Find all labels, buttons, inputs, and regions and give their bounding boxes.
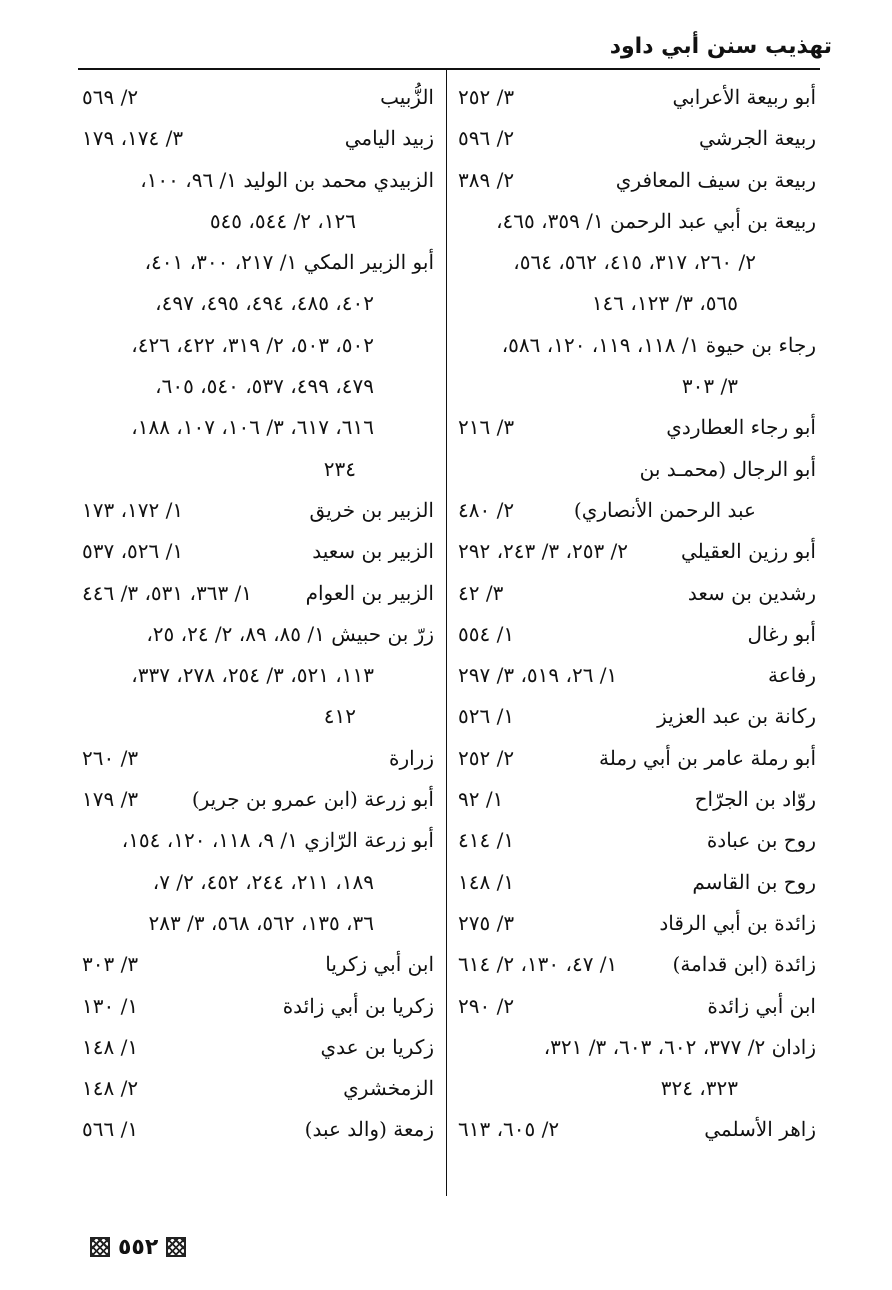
index-entry bbox=[82, 201, 434, 242]
index-entry bbox=[82, 1068, 434, 1109]
entry-references: ١/ ٥٢٦، ٥٣٧ bbox=[82, 539, 184, 564]
index-entry bbox=[82, 283, 434, 324]
index-entry bbox=[82, 531, 434, 572]
entry-name: الزبير بن سعيد bbox=[312, 539, 434, 564]
index-entry bbox=[458, 614, 816, 655]
entry-references: ١/ ٤١٤ bbox=[458, 828, 515, 853]
entry-references: ٣/ ٤٢ bbox=[458, 580, 504, 605]
entry-name: ١٢٦، ٢/ ٥٤٤، ٥٤٥ bbox=[209, 208, 356, 233]
entry-name: أبو ربيعة الأعرابي bbox=[672, 85, 816, 109]
entry-name: أبو الرجال (محمـد بن bbox=[639, 456, 816, 481]
index-entry bbox=[82, 820, 434, 861]
entry-name: زكريا بن أبي زائدة bbox=[282, 993, 434, 1018]
entry-name: ٣٢٣، ٣٢٤ bbox=[660, 1076, 738, 1101]
entry-name: روح بن القاسم bbox=[692, 869, 816, 894]
index-entry bbox=[458, 366, 816, 407]
index-entry bbox=[458, 820, 816, 861]
index-entry bbox=[458, 986, 816, 1027]
entry-name: ٢/ ٢٦٠، ٣١٧، ٤١٥، ٥٦٢، ٥٦٤، bbox=[513, 250, 756, 275]
entry-references: ٢/ ٢٩٠ bbox=[458, 993, 515, 1018]
entry-name: ٣٦، ١٣٥، ٥٦٢، ٥٦٨، ٣/ ٢٨٣ bbox=[148, 910, 374, 935]
entry-name: رشدين بن سعد bbox=[687, 580, 816, 605]
entry-name: ٤٠٢، ٤٨٥، ٤٩٤، ٤٩٥، ٤٩٧، bbox=[155, 291, 374, 316]
ornament-icon bbox=[90, 1237, 110, 1257]
entry-name: زبيد اليامي bbox=[344, 126, 434, 151]
entry-name: ١١٣، ٥٢١، ٣/ ٢٥٤، ٢٧٨، ٣٣٧، bbox=[131, 663, 374, 688]
page-number: ٥٥٢ bbox=[118, 1234, 159, 1260]
entry-name: أبو رجاء العطاردي bbox=[666, 415, 816, 440]
entry-name: زرّ بن حبيش ١/ ٨٥، ٨٩، ٢/ ٢٤، ٢٥، bbox=[146, 621, 434, 646]
entry-name: زكريا بن عدي bbox=[320, 1034, 434, 1059]
column-divider bbox=[446, 70, 447, 1196]
entry-name: عبد الرحمن الأنصاري) bbox=[573, 497, 756, 522]
entry-name: ركانة بن عبد العزيز bbox=[657, 704, 816, 729]
index-entry bbox=[82, 614, 434, 655]
entry-name: ٤٧٩، ٤٩٩، ٥٣٧، ٥٤٠، ٦٠٥، bbox=[155, 374, 374, 399]
index-entry bbox=[458, 779, 816, 820]
index-entry bbox=[82, 862, 434, 903]
index-column-right bbox=[458, 77, 816, 1151]
index-entry bbox=[458, 903, 816, 944]
index-entry bbox=[82, 160, 434, 201]
entry-references: ٢/ ١٤٨ bbox=[82, 1076, 139, 1101]
entry-references: ١/ ٥٥٤ bbox=[458, 621, 515, 646]
entry-references: ٢/ ٢٥٣، ٣/ ٢٤٣، ٢٩٢ bbox=[458, 539, 629, 564]
entry-name: ابن أبي زكريا bbox=[325, 952, 434, 977]
entry-name: ٦١٦، ٦١٧، ٣/ ١٠٦، ١٠٧، ١٨٨، bbox=[131, 415, 374, 440]
index-entry bbox=[82, 242, 434, 283]
entry-name: الزبيدي محمد بن الوليد ١/ ٩٦، ١٠٠، bbox=[140, 167, 434, 192]
entry-name: زادان ٢/ ٣٧٧، ٦٠٢، ٦٠٣، ٣/ ٣٢١، bbox=[543, 1034, 816, 1059]
entry-references: ٢/ ٥٦٩ bbox=[82, 85, 139, 109]
entry-name: ربيعة بن سيف المعافري bbox=[615, 167, 816, 192]
index-entry bbox=[458, 1027, 816, 1068]
index-entry bbox=[458, 862, 816, 903]
index-entry bbox=[82, 779, 434, 820]
entry-name: ابن أبي زائدة bbox=[707, 993, 816, 1018]
index-entry bbox=[82, 366, 434, 407]
index-entry bbox=[458, 242, 816, 283]
index-entry bbox=[82, 407, 434, 448]
entry-name: ٣/ ٣٠٣ bbox=[681, 374, 738, 399]
book-title: تهذيب سنن أبي داود bbox=[609, 34, 832, 59]
index-entry bbox=[82, 738, 434, 779]
index-entry bbox=[82, 325, 434, 366]
index-entry bbox=[458, 696, 816, 737]
entry-name: روّاد بن الجرّاح bbox=[694, 787, 816, 812]
entry-name: أبو رملة عامر بن أبي رملة bbox=[598, 745, 816, 770]
entry-name: زرارة bbox=[388, 745, 434, 770]
entry-name: زمعة (والد عبد) bbox=[304, 1117, 434, 1142]
entry-references: ١/ ٩٢ bbox=[458, 787, 504, 812]
index-entry bbox=[458, 77, 816, 118]
entry-name: الزمخشري bbox=[343, 1076, 434, 1101]
entry-references: ٢/ ٥٩٦ bbox=[458, 126, 515, 151]
entry-references: ١/ ٢٦، ٥١٩، ٣/ ٢٩٧ bbox=[458, 663, 618, 688]
entry-name: أبو رزين العقيلي bbox=[680, 539, 816, 564]
entry-name: رجاء بن حيوة ١/ ١١٨، ١١٩، ١٢٠، ٥٨٦، bbox=[501, 332, 816, 357]
index-entry bbox=[458, 738, 816, 779]
index-entry bbox=[458, 407, 816, 448]
entry-name: أبو زرعة الرّازي ١/ ٩، ١١٨، ١٢٠، ١٥٤، bbox=[121, 828, 434, 853]
entry-name: الزبير بن خريق bbox=[309, 497, 434, 522]
entry-name: أبو الزبير المكي ١/ ٢١٧، ٣٠٠، ٤٠١، bbox=[144, 250, 434, 275]
entry-name: ربيعة الجرشي bbox=[698, 126, 816, 151]
entry-name: رفاعة bbox=[768, 663, 816, 688]
entry-name: زائدة بن أبي الرقاد bbox=[659, 910, 816, 935]
index-entry bbox=[82, 696, 434, 737]
index-entry bbox=[458, 944, 816, 985]
entry-name: زاهر الأسلمي bbox=[704, 1117, 816, 1142]
entry-references: ١/ ٤٧، ١٣٠، ٢/ ٦١٤ bbox=[458, 952, 618, 977]
entry-name: ٥٠٢، ٥٠٣، ٢/ ٣١٩، ٤٢٢، ٤٢٦، bbox=[131, 332, 374, 357]
page-footer bbox=[90, 1232, 186, 1262]
entry-references: ١/ ١٣٠ bbox=[82, 993, 139, 1018]
index-entry bbox=[82, 490, 434, 531]
index-entry bbox=[458, 490, 816, 531]
index-entry bbox=[458, 325, 816, 366]
index-entry bbox=[458, 1109, 816, 1150]
entry-name: ٥٦٥، ٣/ ١٢٣، ١٤٦ bbox=[591, 291, 738, 316]
entry-references: ١/ ١٧٢، ١٧٣ bbox=[82, 497, 184, 522]
index-entry bbox=[82, 449, 434, 490]
index-entry bbox=[458, 201, 816, 242]
index-column-left bbox=[82, 77, 434, 1151]
entry-name: ربيعة بن أبي عبد الرحمن ١/ ٣٥٩، ٤٦٥، bbox=[496, 208, 816, 233]
index-entry bbox=[458, 449, 816, 490]
entry-references: ٢/ ٣٨٩ bbox=[458, 167, 515, 192]
entry-name: ٢٣٤ bbox=[323, 456, 356, 481]
index-entry bbox=[458, 283, 816, 324]
entry-references: ١/ ١٤٨ bbox=[82, 1034, 139, 1059]
index-entry bbox=[82, 903, 434, 944]
entry-references: ١/ ٣٦٣، ٥٣١، ٣/ ٤٤٦ bbox=[82, 580, 253, 605]
entry-references: ٢/ ٦٠٥، ٦١٣ bbox=[458, 1117, 560, 1142]
entry-name: الزبير بن العوام bbox=[305, 580, 434, 605]
index-entry bbox=[458, 531, 816, 572]
entry-references: ٣/ ٣٠٣ bbox=[82, 952, 139, 977]
index-entry bbox=[458, 655, 816, 696]
ornament-icon bbox=[166, 1237, 186, 1257]
entry-references: ٣/ ١٧٩ bbox=[82, 787, 139, 812]
entry-name: الزُّبيب bbox=[380, 85, 434, 109]
index-entry bbox=[82, 573, 434, 614]
index-entry bbox=[458, 118, 816, 159]
entry-name: ١٨٩، ٢١١، ٢٤٤، ٤٥٢، ٢/ ٧، bbox=[152, 869, 374, 894]
entry-name: زائدة (ابن قدامة) bbox=[672, 952, 816, 977]
entry-references: ٣/ ٢٧٥ bbox=[458, 910, 515, 935]
index-entry bbox=[82, 944, 434, 985]
index-entry bbox=[82, 655, 434, 696]
entry-references: ١/ ٥٢٦ bbox=[458, 704, 515, 729]
index-entry bbox=[82, 1027, 434, 1068]
index-entry bbox=[82, 118, 434, 159]
entry-references: ١/ ١٤٨ bbox=[458, 869, 515, 894]
entry-references: ١/ ٥٦٦ bbox=[82, 1117, 139, 1142]
index-entry bbox=[82, 986, 434, 1027]
entry-name: روح بن عبادة bbox=[706, 828, 816, 853]
entry-references: ٣/ ٢١٦ bbox=[458, 415, 515, 440]
entry-references: ٢/ ٤٨٠ bbox=[458, 497, 515, 522]
index-entry bbox=[82, 77, 434, 118]
entry-name: أبو رغال bbox=[747, 621, 816, 646]
entry-name: ٤١٢ bbox=[323, 704, 356, 729]
index-entry bbox=[82, 1109, 434, 1150]
entry-references: ٣/ ٢٥٢ bbox=[458, 85, 515, 109]
index-entry bbox=[458, 160, 816, 201]
entry-references: ٣/ ١٧٤، ١٧٩ bbox=[82, 126, 184, 151]
entry-references: ٢/ ٢٥٢ bbox=[458, 745, 515, 770]
header-rule bbox=[78, 68, 820, 70]
entry-references: ٣/ ٢٦٠ bbox=[82, 745, 139, 770]
index-entry bbox=[458, 1068, 816, 1109]
entry-name: أبو زرعة (ابن عمرو بن جرير) bbox=[191, 787, 434, 812]
index-entry bbox=[458, 573, 816, 614]
